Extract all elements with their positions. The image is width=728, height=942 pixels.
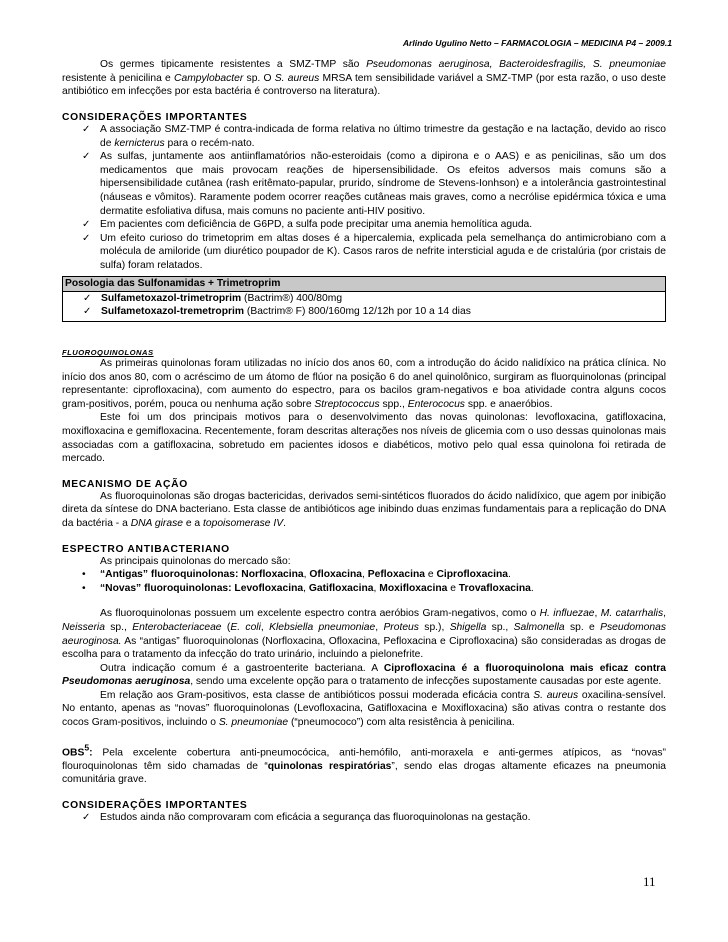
spectrum-paragraph-3: Em relação aos Gram-positivos, esta classe de antibióticos possui moderada eficácia contra S. aureus oxacilina-sensível. No entanto, apenas as “novas” fluoroquinolonas (Levofloxacina, Gatifloxacina e Moxifloxacina) são ativas contra o restante dos cocos Gram-positivos, incluindo o S. pneumoniae (“pneumococo”) com alta resistência à penicilina. xyxy=(62,689,666,729)
considerations-2-title: CONSIDERAÇÕES IMPORTANTES xyxy=(62,799,248,811)
intro-paragraph: Os germes tipicamente resistentes a SMZ-TMP são Pseudomonas aeruginosa, Bacteroidesfragilis, S. pneumoniae resistente à penicilina e Campylobacter sp. O S. aureus MRSA tem sensibilidade variável a SMZ-TMP (por esta razão, o uso deste antibiótico em infecções por esta bactéria é controverso na literatura). xyxy=(62,59,666,98)
check-mark-icon: ✓ xyxy=(82,232,91,244)
spectrum-paragraph-2: Outra indicação comum é a gastroenterite bacteriana. A Ciprofloxacina é a fluoroquinolona mais eficaz contra Pseudomonas aeruginosa, sendo uma excelente opção para o tratamento de infecções supostamente causadas por este agente. xyxy=(62,662,666,688)
check-mark-icon: ✓ xyxy=(82,124,91,135)
fluoro-paragraph-2: Este foi um dos principais motivos para o desenvolvimento das novas quinolonas: levofloxacina, gatifloxacina, moxifloxacina e gemifloxacina. Recentemente, foram descritas alterações nos níveis de glicemia com o uso dessas quinolonas mais associadas com a gatifloxacina, sobretudo em pacientes idosos e diabéticos, motivo pelo qual essa quinolona foi retirada de mercado. xyxy=(62,412,666,465)
list-item: ✓ Em pacientes com deficiência de G6PD, a sulfa pode precipitar uma anemia hemolítica aguda. xyxy=(82,219,533,231)
list-item: ✓ Sulfametoxazol-tremetroprim (Bactrim® F) 800/160mg 12/12h por 10 a 14 dias xyxy=(83,306,471,318)
list-item: • “Antigas” fluoroquinolonas: Norfloxacina, Ofloxacina, Pefloxacina e Ciprofloxacina. xyxy=(82,569,511,581)
list-item: ✓ As sulfas, juntamente aos antiinflamatórios não-esteroidais (como a dipirona e o AAS) e as penicilinas, são um dos medicamentos que mais provocam reações de hipersensibilidade. Os efeitos adversos mais comuns são a hipersensibilidade cutânea (rash eritêmato-papular, prurido, síndrome de Stevens-Ionhson) e a intolerância gastrointestinal (náuseas e vômitos). Raramente podem ocorrer reações cutâneas mais graves, como a necrólise epidérmica tóxica e uma dermatite esfoliativa difusa, mais comuns no paciente anti-HIV positivo. xyxy=(82,151,666,217)
check-mark-icon: ✓ xyxy=(83,306,92,318)
running-header: Arlindo Ugulino Netto – FARMACOLOGIA – MEDICINA P4 – 2009.1 xyxy=(402,38,672,48)
fluoro-paragraph-1: As primeiras quinolonas foram utilizadas no início dos anos 60, com a introdução do ácido nalidíxico na prática clínica. No início dos anos 80, com o acréscimo de um átomo de flúor na posição 6 do anel quinolônico, surgiram as fluorquinolonas (principal representante: ciprofloxacina), com aumento do espectro, para os bacilos gram-negativos e boa atividade contra alguns cocos gram-positivos, porém, pouca ou nenhuma ação sobre Streptococcus spp., Enterococus spp. e anaeróbios. xyxy=(62,358,666,410)
list-item: • “Novas” fluoroquinolonas: Levofloxacina, Gatifloxacina, Moxifloxacina e Trovafloxacina. xyxy=(82,582,534,594)
list-item: ✓ Sulfametoxazol-trimetroprim (Bactrim®) 400/80mg xyxy=(83,292,343,304)
posology-list xyxy=(63,292,665,321)
check-mark-icon: ✓ xyxy=(83,292,92,304)
fluoro-title: FLUOROQUINOLONAS xyxy=(62,348,154,357)
spectrum-intro: As principais quinolonas do mercado são: xyxy=(100,555,291,567)
considerations-1 xyxy=(62,112,666,322)
list-item: ✓ Estudos ainda não comprovaram com eficácia a segurança das fluoroquinolonas na gestação. xyxy=(82,811,531,823)
check-mark-icon: • xyxy=(82,569,86,581)
check-mark-icon: • xyxy=(82,582,86,594)
fluoro-section xyxy=(62,348,666,824)
considerations-2-list xyxy=(62,811,666,825)
check-mark-icon: ✓ xyxy=(82,811,91,823)
spectrum-title: ESPECTRO ANTIBACTERIANO xyxy=(62,543,230,555)
considerations-1-title: CONSIDERAÇÕES IMPORTANTES xyxy=(62,112,248,123)
page-number: 11 xyxy=(643,874,656,889)
intro-block xyxy=(62,58,666,99)
spectrum-paragraph-1: As fluoroquinolonas possuem um excelente espectro contra aeróbios Gram-negativos, como o H. influezae, M. catarrhalis, Neisseria sp., Enterobacteriaceae (E. coli, Klebsiella pneumoniae, Proteus sp.), Shigella sp., Salmonella sp. e Pseudomonas aeuroginosa. As “antigas” fluoroquinolonas (Norfloxacina, Ofloxacina, Pefloxacina e Ciprofloxacina) são consideradas as drogas de escolha para o tratamento da infecção do trato urinário, incluindo a pielonefrite. xyxy=(62,608,666,661)
check-mark-icon: ✓ xyxy=(82,151,91,163)
list-item: ✓ Um efeito curioso do trimetoprim em altas doses é a hipercalemia, explicada pela semelhança do antimicrobiano com a molécula de amiloride (um diurético poupador de K). Casos raros de nefrite intersticial aguda e de cristalúria (por cristais de sulfa) foram relatados. xyxy=(82,232,666,271)
posology-box xyxy=(62,276,666,322)
posology-title: Posologia das Sulfonamidas + Trimetroprim xyxy=(63,277,665,292)
check-mark-icon: ✓ xyxy=(82,219,91,231)
considerations-1-list xyxy=(62,123,666,273)
mechanism-title: MECANISMO DE AÇÃO xyxy=(62,478,188,490)
spectrum-bullets xyxy=(62,568,666,595)
list-item: ✓ A associação SMZ-TMP é contra-indicada de forma relativa no último trimestre da gestação e na lactação, devido ao risco de kernicterus para o recém-nato. xyxy=(82,124,666,149)
mechanism-paragraph: As fluoroquinolonas são drogas bactericidas, derivados semi-sintéticos fluorados do ácido nalidíxico, que agem por inibição direta da síntese do DNA bacteriano. Esta classe de antibióticos age inibindo duas enzimas fundamentais para a replicação do DNA da bactéria - a DNA girase e a topoisomerase IV. xyxy=(62,490,666,529)
obs-paragraph: OBS$^5$: Pela excelente cobertura anti-pneumocócica, anti-hemófilo, anti-moraxela e anti-germes atípicos, as “novas” flouroquinolonas têm sido chamadas de “quinolonas respiratórias”, sendo elas drogas altamente eficazes na pneumonia comunitária grave. xyxy=(62,742,666,786)
